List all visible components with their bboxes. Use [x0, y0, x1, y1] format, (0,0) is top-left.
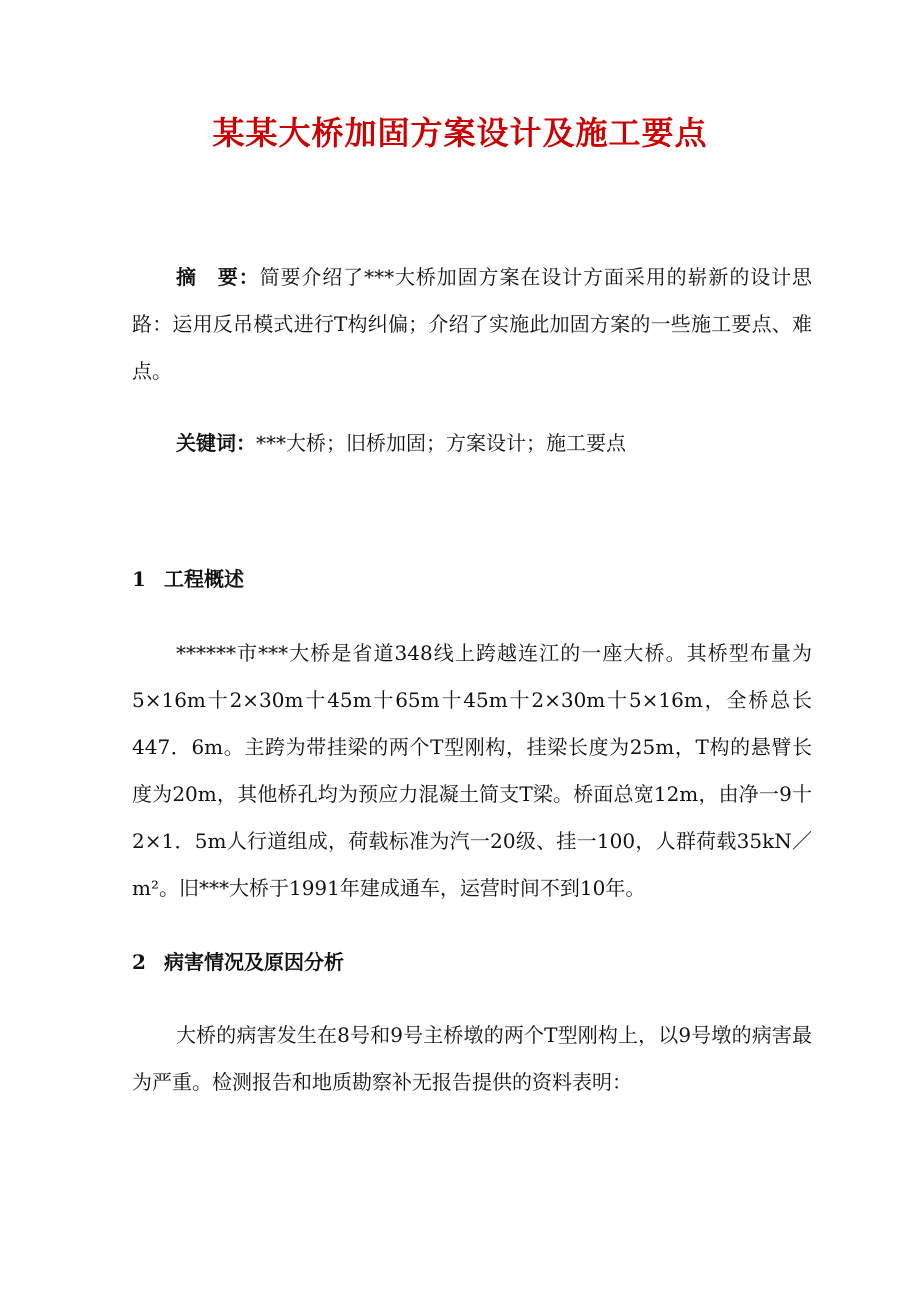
- document-title: 某某大桥加固方案设计及施工要点: [212, 114, 708, 152]
- abstract-text: 简要介绍了***大桥加固方案在设计方面采用的崭新的设计思路：运用反吊模式进行T构纠偏；介绍了实施此加固方案的一些施工要点、难点。: [132, 265, 813, 383]
- keywords-paragraph: [132, 420, 812, 467]
- section-number: 2: [132, 950, 146, 974]
- abstract-paragraph: [132, 254, 812, 395]
- section-heading-2: [132, 947, 344, 977]
- section-paragraph-2: 大桥的病害发生在8号和9号主桥墩的两个T型刚构上，以9号墩的病害最为严重。检测报告和地质勘察补无报告提供的资料表明：: [132, 1023, 812, 1094]
- abstract-label: 摘 要：: [176, 265, 260, 289]
- section-heading-text: 病害情况及原因分析: [164, 950, 344, 974]
- section-number: 1: [132, 567, 146, 591]
- section-paragraph-1: ******市***大桥是省道348线上跨越连江的一座大桥。其桥型布量为5×16m十2×30m十45m十65m十45m十2×30m十5×16m，全桥总长447．6m。主跨为带挂梁的两个T型刚构，挂梁长度为25m，T构的悬臂长度为20m，其他桥孔均为预应力混凝土简支T梁。桥面总宽12m，由净一9十2×1．5m人行道组成，荷载标准为汽一20级、挂一100，人群荷载35kN／m²。旧***大桥于1991年建成通车，运营时间不到10年。: [132, 641, 812, 900]
- keywords-text: ***大桥；旧桥加固；方案设计；施工要点: [256, 431, 626, 455]
- section-heading-text: 工程概述: [164, 567, 244, 591]
- keywords-label: 关键词：: [176, 431, 256, 455]
- section-heading-1: [132, 564, 244, 594]
